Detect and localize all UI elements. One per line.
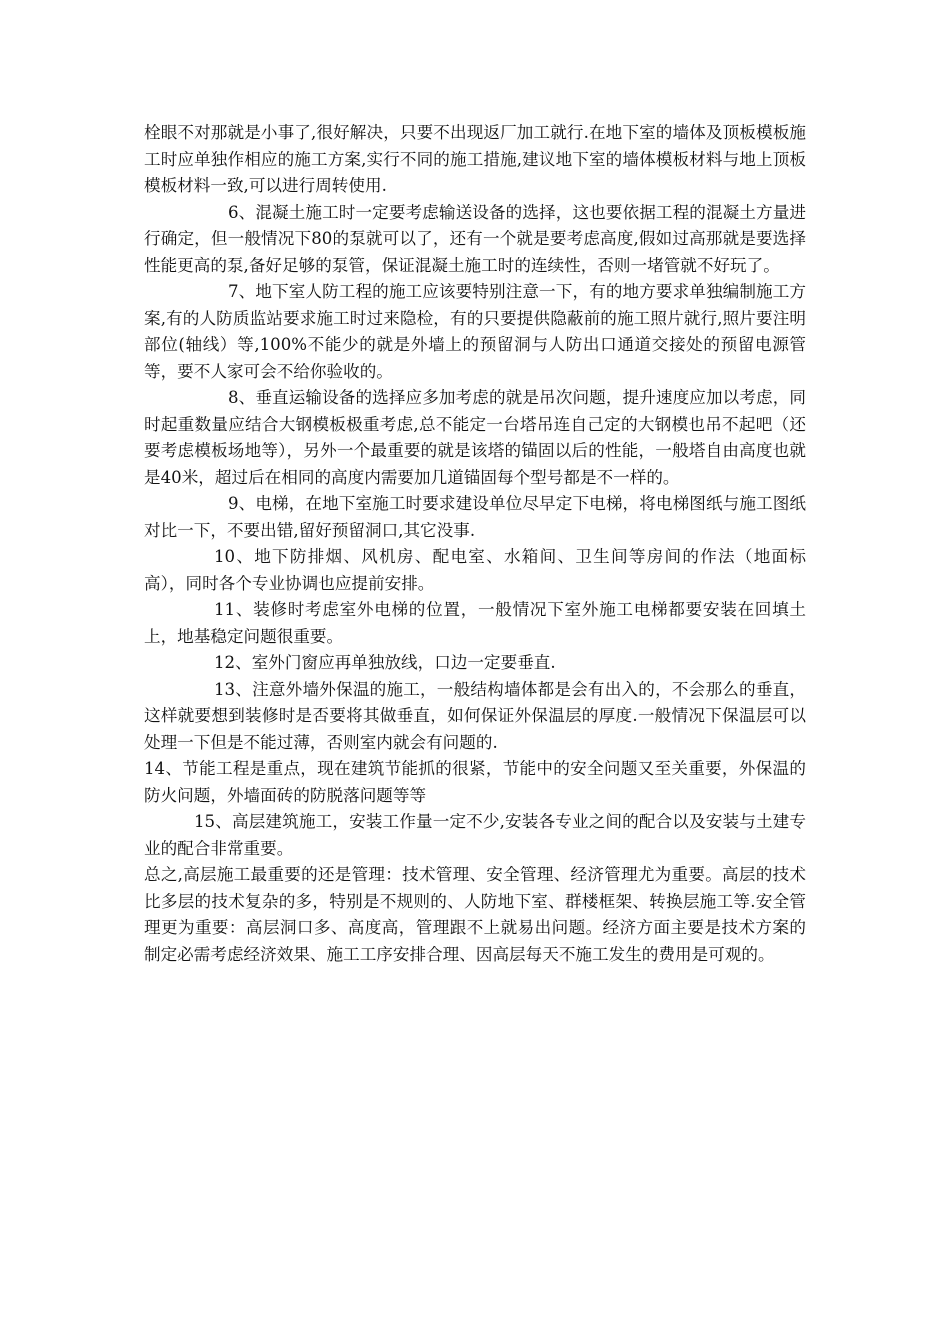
paragraph-item-9: 9、电梯，在地下室施工时要求建设单位尽早定下电梯，将电梯图纸与施工图纸对比一下，不要出错,留好预留洞口,其它没事. [144,494,806,540]
paragraph-item-14: 14、节能工程是重点，现在建筑节能抓的很紧，节能中的安全问题又至关重要，外保温的防火问题，外墙面砖的防脱落问题等等 [144,759,806,805]
paragraph-item-11: 11、装修时考虑室外电梯的位置，一般情况下室外施工电梯都要安装在回填土上，地基稳定问题很重要。 [144,600,806,646]
paragraph-item-8: 8、垂直运输设备的选择应多加考虑的就是吊次问题，提升速度应加以考虑，同时起重数量应结合大钢模板极重考虑,总不能定一台塔吊连自己定的大钢模也吊不起吧（还要考虑模板场地等），另外一个最重要的就是该塔的锚固以后的性能，一般塔自由高度也就是40米，超过后在相同的高度内需要加几道锚固每个型号都是不一样的。 [144,388,806,487]
document-page [144,120,806,968]
paragraph-item-13: 13、注意外墙外保温的施工，一般结构墙体都是会有出入的，不会那么的垂直，这样就要想到装修时是否要将其做垂直，如何保证外保温层的厚度.一般情况下保温层可以处理一下但是不能过薄，否则室内就会有问题的. [144,679,806,752]
paragraph-item-10: 10、地下防排烟、风机房、配电室、水箱间、卫生间等房间的作法（地面标高），同时各个专业协调也应提前安排。 [144,547,806,593]
paragraph-item-7: 7、地下室人防工程的施工应该要特别注意一下，有的地方要求单独编制施工方案,有的人防质监站要求施工时过来隐检，有的只要提供隐蔽前的施工照片就行,照片要注明部位(轴线）等,100%不能少的就是外墙上的预留洞与人防出口通道交接处的预留电源管等，要不人家可会不给你验收的。 [144,282,806,381]
paragraph-item-12: 12、室外门窗应再单独放线，口边一定要垂直. [214,653,556,672]
paragraph-item-6: 6、混凝土施工时一定要考虑输送设备的选择，这也要依据工程的混凝土方量进行确定，但一般情况下80的泵就可以了，还有一个就是要考虑高度,假如过高那就是要选择性能更高的泵,备好足够的泵管，保证混凝土施工时的连续性，否则一堵管就不好玩了。 [144,202,806,275]
paragraph-continuation: 栓眼不对那就是小事了,很好解决，只要不出现返厂加工就行.在地下室的墙体及顶板模板施工时应单独作相应的施工方案,实行不同的施工措施,建议地下室的墙体模板材料与地上顶板模板材料一致,可以进行周转使用. [144,123,806,195]
paragraph-summary: 总之,高层施工最重要的还是管理：技术管理、安全管理、经济管理尤为重要。高层的技术比多层的技术复杂的多，特别是不规则的、人防地下室、群楼框架、转换层施工等.安全管理更为重要：高层洞口多、高度高，管理跟不上就易出问题。经济方面主要是技术方案的制定必需考虑经济效果、施工工序安排合理、因高层每天不施工发生的费用是可观的。 [144,865,806,964]
paragraph-item-15: 15、高层建筑施工，安装工作量一定不少,安装各专业之间的配合以及安装与土建专业的配合非常重要。 [144,812,806,858]
